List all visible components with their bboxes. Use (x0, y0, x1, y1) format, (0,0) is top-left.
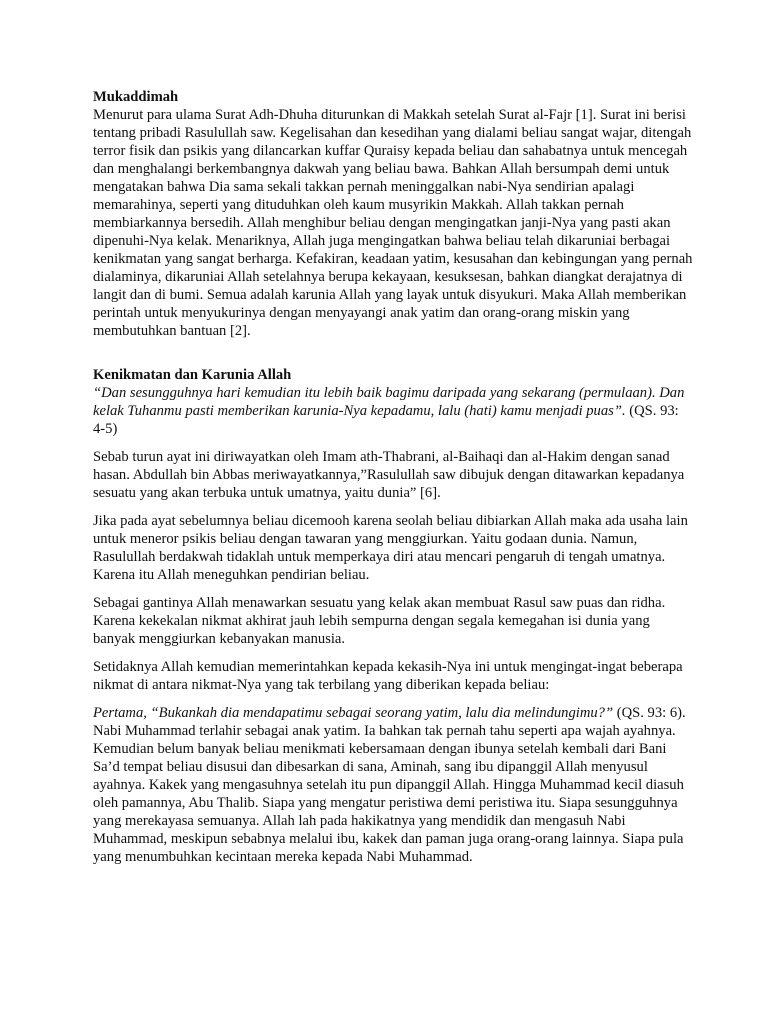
section-heading-kenikmatan: Kenikmatan dan Karunia Allah (93, 367, 292, 383)
quote-reference: (QS. 93: 4-5) (93, 403, 679, 437)
section-heading-mukaddimah: Mukaddimah (93, 89, 179, 105)
pertama-quote: Pertama, “Bukankah dia mendapatimu sebagai seorang yatim, lalu dia melindungimu?” (93, 705, 614, 721)
intro-paragraph: Menurut para ulama Surat Adh-Dhuha diturunkan di Makkah setelah Surat al-Fajr [1]. Surat ini berisi tentang pribadi Rasulullah saw. Kegelisahan dan kesedihan yang dialami beliau sangat wajar, ditengah terror fisik dan psikis yang dilancarkan kuffar Quraisy kepada beliau dan sahabatnya untuk mencegah dan menghalangi berkembangnya dakwah yang beliau bawa. Bahkan Allah bersumpah demi untuk mengatakan bahwa Dia sama sekali takkan pernah meninggalkan nabi-Nya sendirian apalagi memarahinya, seperti yang dituduhkan oleh kaum musyrikin Makkah. Allah takkan pernah membiarkannya bersedih. Allah menghibur beliau dengan mengingatkan janji-Nya yang pasti akan dipenuhi-Nya kelak. Menariknya, Allah juga mengingatkan bahwa beliau telah dikaruniai berbagai kenikmatan yang sangat berharga. Kefakiran, keadaan yatim, kesusahan dan kebingungan yang pernah dialaminya, dikaruniai Allah setelahnya berupa kekayaan, kesuksesan, bahkan diangkat derajatnya di langit dan di bumi. Semua adalah karunia Allah yang layak untuk disyukuri. Maka Allah memberikan perintah untuk menyukurinya dengan menyayangi anak yatim dan orang-orang miskin yang membutuhkan bantuan [2]. (93, 107, 693, 339)
pertama-text: (QS. 93: 6). Nabi Muhammad terlahir sebagai anak yatim. Ia bahkan tak pernah tahu seperti apa wajah ayahnya. Kemudian belum banyak beliau menikmati kebersamaan dengan ibunya setelah kembali dari Bani Sa’d tempat beliau disusui dan dibesarkan di sana, Aminah, sang ibu dipanggil Allah menyusul ayahnya. Kakek yang mengasuhnya setelah itu pun dipanggil Allah. Hingga Muhammad kecil diasuh oleh pamannya, Abu Thalib. Siapa yang mengatur peristiwa demi peristiwa itu. Siapa sesungguhnya yang merekayasa semuanya. Allah lah pada hakikatnya yang mendidik dan mengasuh Nabi Muhammad, meskipun sebabnya melalui ibu, kakek dan paman juga orang-orang lainnya. Siapa pula yang menumbuhkan kecintaan mereka kepada Nabi Muhammad. (93, 705, 686, 865)
quote-text: “Dan sesungguhnya hari kemudian itu lebih baik bagimu daripada yang sekarang (permulaan). Dan kelak Tuhanmu pasti memberikan karunia-Nya kepadamu, lalu (hati) kamu menjadi puas”. (93, 385, 685, 419)
quran-quote (93, 384, 693, 438)
paragraph-asbabun-nuzul: Sebab turun ayat ini diriwayatkan oleh Imam ath-Thabrani, al-Baihaqi dan al-Hakim dengan sanad hasan. Abdullah bin Abbas meriwayatkannya,”Rasulullah saw dibujuk dengan ditawarkan kepadanya sesuatu yang akan terbuka untuk umatnya, yaitu dunia” [6]. (93, 449, 685, 501)
paragraph-godaan-dunia: Jika pada ayat sebelumnya beliau dicemooh karena seolah beliau dibiarkan Allah maka ada usaha lain untuk meneror psikis beliau dengan tawaran yang menggiurkan. Yaitu godaan dunia. Namun, Rasulullah berdakwah tidaklah untuk memperkaya diri atau mencari pengaruh di tengah umatnya. Karena itu Allah meneguhkan pendirian beliau. (93, 513, 688, 583)
paragraph-mengingat-nikmat: Setidaknya Allah kemudian memerintahkan kepada kekasih-Nya ini untuk mengingat-ingat beberapa nikmat di antara nikmat-Nya yang tak terbilang yang diberikan kepada beliau: (93, 659, 683, 693)
document-page (93, 88, 693, 866)
paragraph-nikmat-akhirat: Sebagai gantinya Allah menawarkan sesuatu yang kelak akan membuat Rasul saw puas dan ridha. Karena kekekalan nikmat akhirat jauh lebih sempurna dengan segala kemegahan isi dunia yang banyak menggiurkan kebanyakan manusia. (93, 595, 666, 647)
paragraph-pertama (93, 704, 693, 866)
